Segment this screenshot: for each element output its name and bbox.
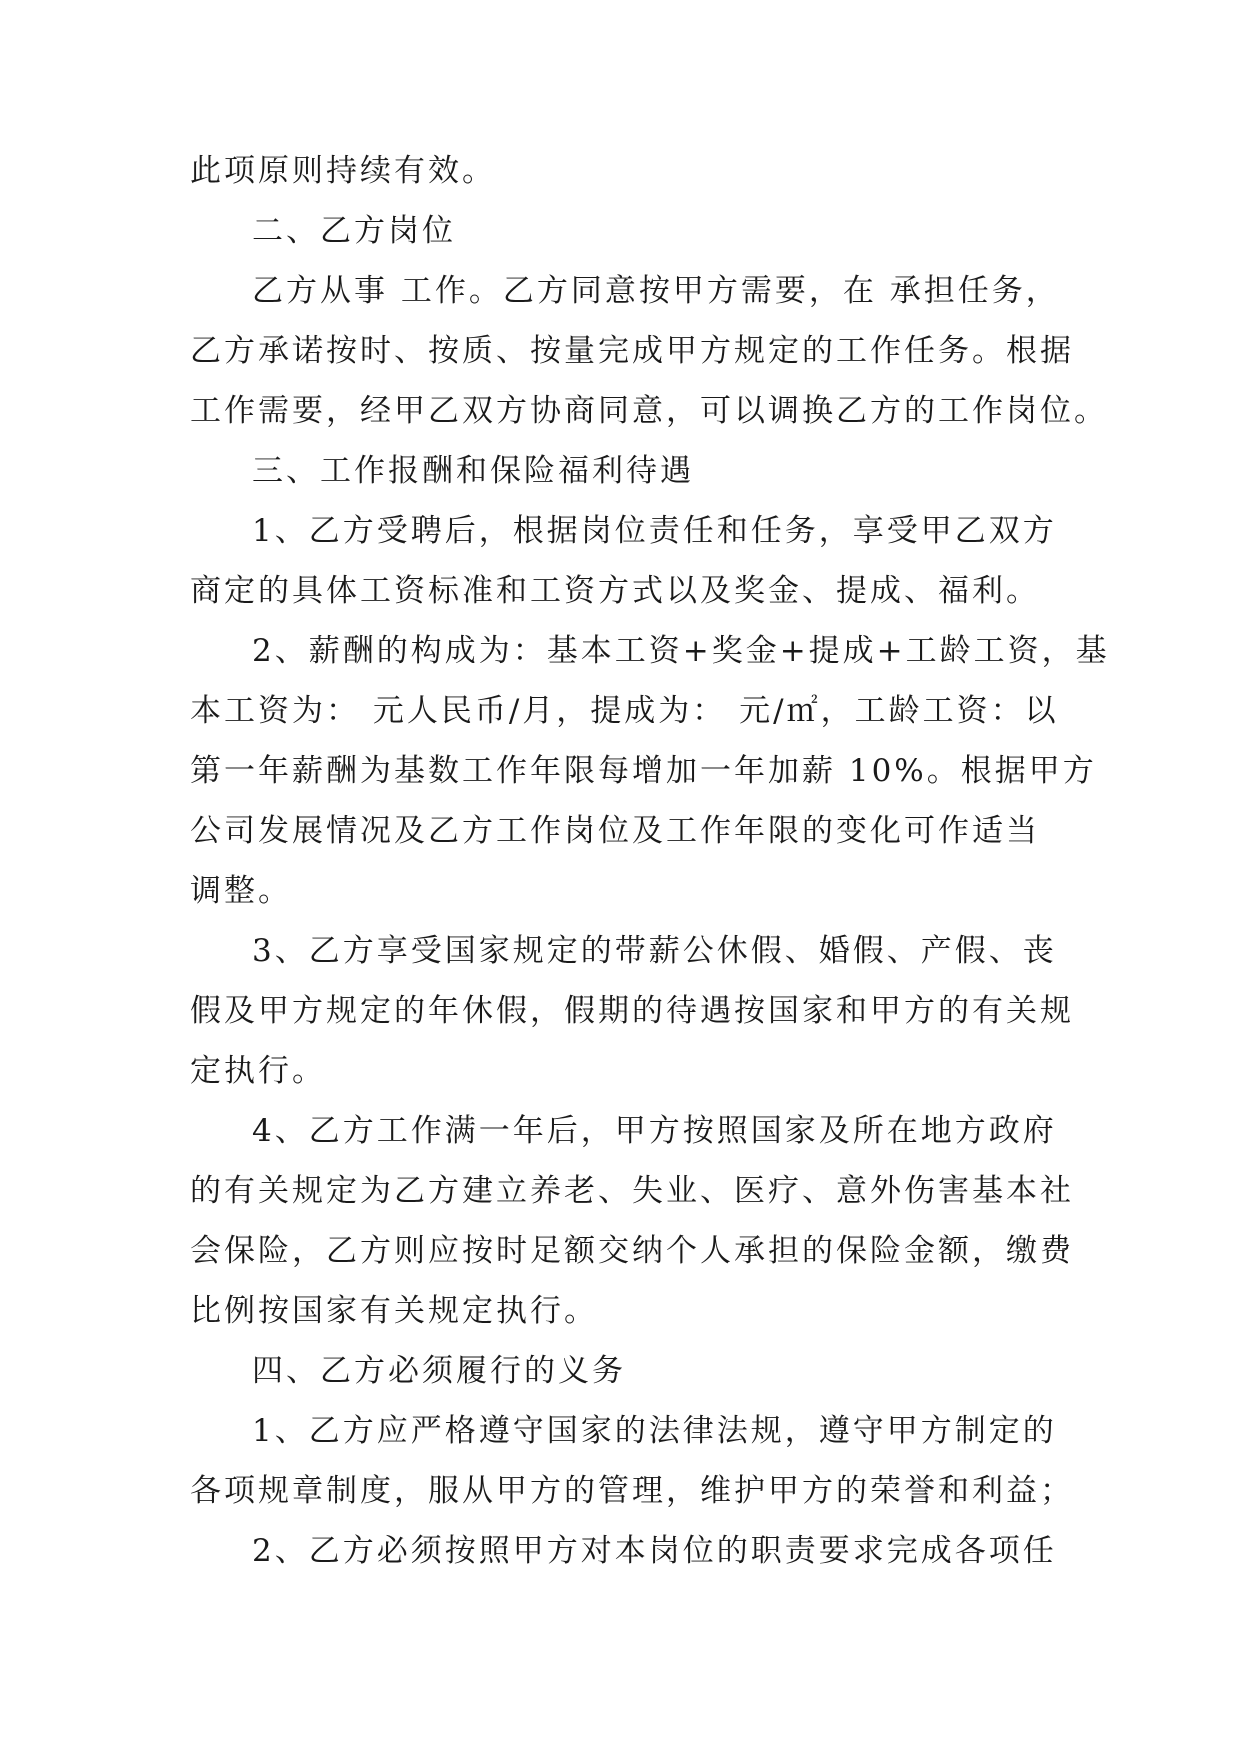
paragraph-line: 的有关规定为乙方建立养老、失业、医疗、意外伤害基本社 [190,1173,1074,1209]
paragraph-line: 定执行。 [190,1053,326,1089]
paragraph-line: 第一年薪酬为基数工作年限每增加一年加薪 10%。根据甲方 [190,753,1097,789]
paragraph-line: 1、乙方受聘后，根据岗位责任和任务，享受甲乙双方 [252,513,1057,549]
section-heading: 三、工作报酬和保险福利待遇 [252,453,694,489]
paragraph-line: 乙方承诺按时、按质、按量完成甲方规定的工作任务。根据 [190,333,1074,369]
paragraph-line: 1、乙方应严格遵守国家的法律法规，遵守甲方制定的 [252,1413,1057,1449]
paragraph-line: 乙方从事 工作。乙方同意按甲方需要，在 承担任务， [252,273,1060,309]
paragraph-line: 公司发展情况及乙方工作岗位及工作年限的变化可作适当 [190,813,1040,849]
paragraph-line: 商定的具体工资标准和工资方式以及奖金、提成、福利。 [190,573,1040,609]
paragraph-line: 假及甲方规定的年休假，假期的待遇按国家和甲方的有关规 [190,993,1074,1029]
paragraph-line: 各项规章制度，服从甲方的管理，维护甲方的荣誉和利益； [190,1473,1074,1509]
paragraph-line: 此项原则持续有效。 [190,153,496,189]
section-heading: 四、乙方必须履行的义务 [252,1353,626,1389]
paragraph-line: 3、乙方享受国家规定的带薪公休假、婚假、产假、丧 [252,933,1057,969]
paragraph-line: 比例按国家有关规定执行。 [190,1293,598,1329]
paragraph-line: 2、乙方必须按照甲方对本岗位的职责要求完成各项任 [252,1533,1057,1569]
paragraph-line: 4、乙方工作满一年后，甲方按照国家及所在地方政府 [252,1113,1057,1149]
paragraph-line: 会保险，乙方则应按时足额交纳个人承担的保险金额，缴费 [190,1233,1074,1269]
paragraph-line: 2、薪酬的构成为：基本工资+奖金+提成+工龄工资，基 [252,633,1110,669]
paragraph-line: 调整。 [190,873,292,909]
paragraph-line: 工作需要，经甲乙双方协商同意，可以调换乙方的工作岗位。 [190,393,1108,429]
paragraph-line: 本工资为： 元人民币/月，提成为： 元/㎡，工龄工资：以 [190,693,1059,729]
section-heading: 二、乙方岗位 [252,213,456,249]
